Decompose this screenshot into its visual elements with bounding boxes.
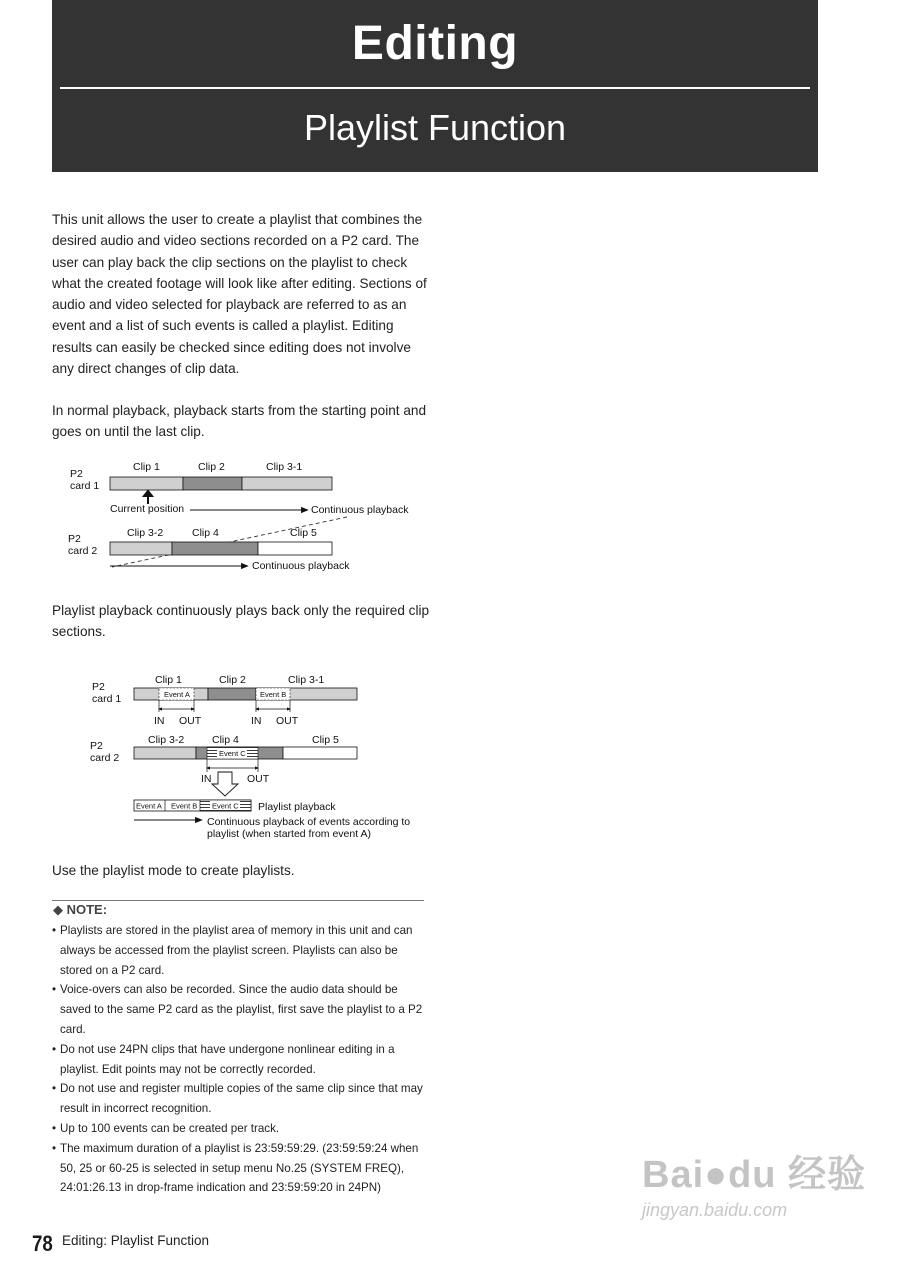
- continuous-line-2: playlist (when started from event A): [207, 828, 371, 840]
- clip5-bar: [258, 542, 332, 555]
- note-heading: ◆ NOTE:: [53, 902, 108, 917]
- out-label-1: OUT: [179, 715, 202, 727]
- clip3-1-bar: [242, 477, 332, 490]
- down-arrow-icon: [212, 772, 238, 796]
- clip1-label: Clip 1: [155, 674, 182, 686]
- note-divider: [52, 900, 424, 901]
- clip5-label: Clip 5: [290, 527, 317, 539]
- card1-label-bottom: card 1: [70, 480, 100, 492]
- clip5-bar: [283, 747, 357, 759]
- playlist-event-b: Event B: [171, 801, 198, 811]
- continuous-label-1: Continuous playback: [311, 504, 409, 516]
- event-a-label: Event A: [164, 690, 190, 699]
- clip3-2-label: Clip 3-2: [148, 734, 185, 746]
- card1-label-top: P2: [70, 468, 83, 480]
- playlist-event-a: Event A: [136, 801, 162, 811]
- note-list: [52, 921, 426, 1198]
- playlist-mode-paragraph: Use the playlist mode to create playlists.: [52, 863, 295, 878]
- chapter-title: Editing: [351, 17, 519, 70]
- out-label-3: OUT: [247, 773, 270, 785]
- running-footer: Editing: Playlist Function: [62, 1233, 210, 1248]
- note-item: • Do not use and register multiple copies of the same clip since that may result in incorrect recognition.: [52, 1079, 426, 1119]
- header-divider: [60, 87, 810, 89]
- playlist-playback-paragraph: Playlist playback continuously plays back only the required clip sections.: [52, 603, 430, 640]
- card2-label-bottom: card 2: [68, 545, 98, 557]
- clip5-label: Clip 5: [312, 734, 339, 746]
- in-label-2: IN: [251, 715, 262, 727]
- clip2-bar: [208, 688, 256, 700]
- clip3-2-label: Clip 3-2: [127, 527, 164, 539]
- clip3-1-label: Clip 3-1: [266, 461, 303, 473]
- card2-label-top: P2: [90, 740, 103, 752]
- clip2-bar: [183, 477, 242, 490]
- event-b-label: Event B: [260, 690, 287, 699]
- section-title: Playlist Function: [303, 107, 567, 148]
- card2-label-top: P2: [68, 533, 81, 545]
- continuous-label-2: Continuous playback: [252, 560, 350, 572]
- note-item: • Playlists are stored in the playlist area of memory in this unit and can always be accessed from the playlist screen. Playlists can also be stored on a P2 card.: [52, 921, 426, 980]
- note-item: • Up to 100 events can be created per track.: [52, 1119, 426, 1139]
- clip4-bar: [172, 542, 258, 555]
- chapter-header: [52, 0, 818, 172]
- card1-label-bottom: card 1: [92, 693, 122, 705]
- event-c-label: Event C: [219, 749, 246, 758]
- clip4-label: Clip 4: [192, 527, 219, 539]
- note-item: • Voice-overs can also be recorded. Since the audio data should be saved to the same P2 card as the playlist, first save the playlist to a P2 card.: [52, 980, 426, 1039]
- current-position-label: Current position: [110, 503, 185, 515]
- out-label-2: OUT: [276, 715, 299, 727]
- watermark: [642, 1143, 866, 1221]
- in-label-1: IN: [154, 715, 165, 727]
- playlist-playback-label: Playlist playback: [258, 801, 336, 813]
- clip1-bar: [110, 477, 183, 490]
- page-number: 78: [32, 1231, 53, 1256]
- continuous-line-1: Continuous playback of events according to: [207, 816, 411, 828]
- card1-label-top: P2: [92, 681, 105, 693]
- clip2-label: Clip 2: [198, 461, 225, 473]
- playlist-playback-diagram: [52, 668, 424, 846]
- clip1-label: Clip 1: [133, 461, 160, 473]
- note-item: • Do not use 24PN clips that have undergone nonlinear editing in a playlist. Edit points may not be correctly recorded.: [52, 1040, 426, 1080]
- intro-paragraph: This unit allows the user to create a playlist that combines the desired audio and video sections recorded on a P2 card. The user can play back the clip sections on the playlist to check what the created footage will look like after editing. Sections of audio and video selected for playback are referred to as an event and a list of such events is called a playlist. Editing results can easily be checked since editing does not involve any direct changes of clip data.: [52, 212, 427, 377]
- clip2-label: Clip 2: [219, 674, 246, 686]
- clip4-label: Clip 4: [212, 734, 239, 746]
- clip3-2-bar: [134, 747, 196, 759]
- playlist-event-c: Event C: [212, 801, 239, 811]
- normal-playback-diagram: [52, 455, 422, 580]
- watermark-brand: Bai●du 经验: [642, 1154, 867, 1196]
- note-item: • The maximum duration of a playlist is 23:59:59:29. (23:59:59:24 when 50, 25 or 60-25 is selected in setup menu No.25 (SYSTEM FREQ), 24:01:26.13 in drop-frame indication and 23:59:59:20 in 24PN): [52, 1139, 426, 1198]
- watermark-url: jingyan.baidu.com: [642, 1200, 788, 1220]
- in-label-3: IN: [201, 773, 212, 785]
- clip3-1-label: Clip 3-1: [288, 674, 325, 686]
- card2-label-bottom: card 2: [90, 752, 120, 764]
- normal-playback-paragraph: In normal playback, playback starts from the starting point and goes on until the last clip.: [52, 403, 427, 440]
- clip3-2-bar: [110, 542, 172, 555]
